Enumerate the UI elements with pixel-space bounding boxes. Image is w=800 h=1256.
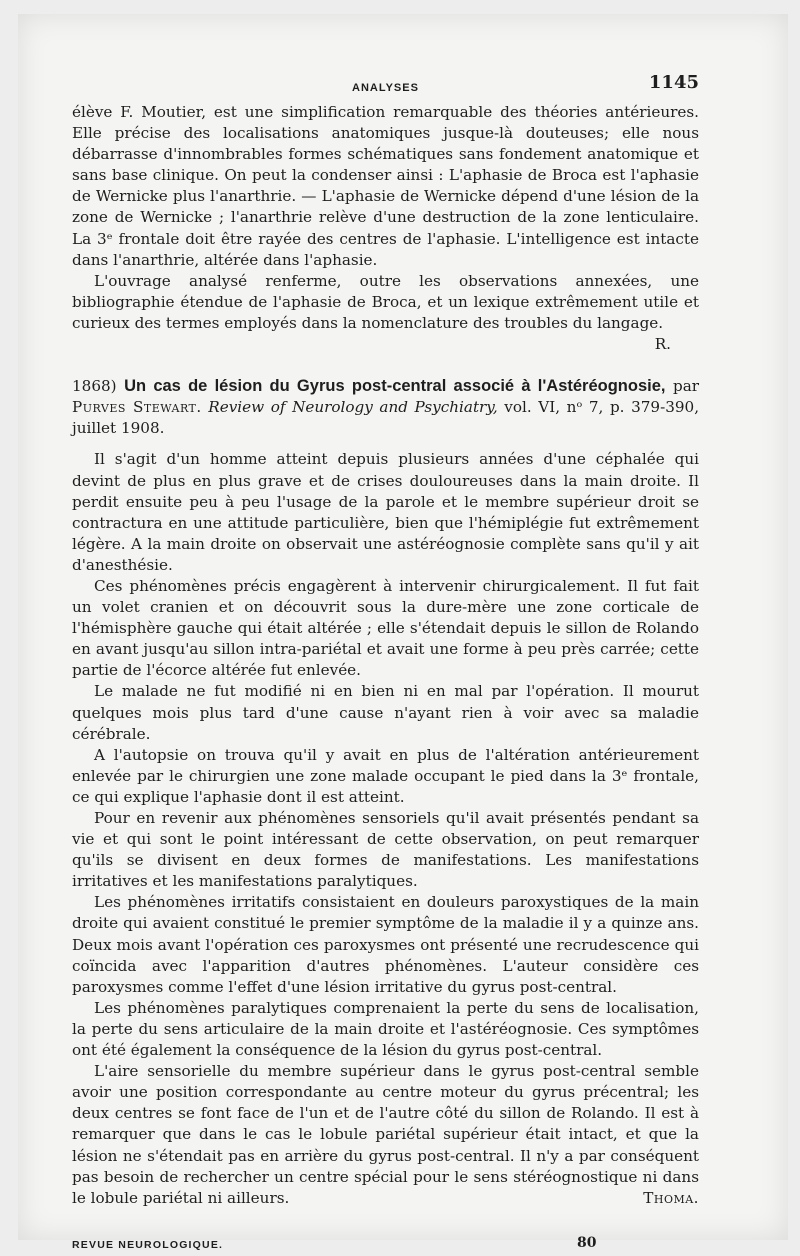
paragraph-text: L'aire sensorielle du membre supérieur dans le gyrus post-central semble avoir une position correspondante au centre moteur du gyrus précentral; les deux centres se font face de l'un et de l'autre côté du sillon de Rolando. Il est à remarquer que dans le cas le lobule pariétal supérieur était intact, et que la lésion ne s'étendait pas en arrière du gyrus post-central. Il n'y a par conséquent pas besoin de rechercher un centre spécial pour le sens stéréognostique ni dans le lobule pariétal ni ailleurs.: [72, 1062, 699, 1207]
entry-paragraph: [72, 1061, 699, 1209]
footer-journal-name: REVUE NEUROLOGIQUE.: [72, 1238, 224, 1251]
running-title: ANALYSES: [352, 82, 419, 94]
entry-title: Un cas de lésion du Gyrus post-central associé à l'Astéréognosie,: [124, 377, 666, 396]
paragraph-text: L'ouvrage analysé renferme, outre les observations annexées, une bibliographie étendue de l'aphasie de Broca, et un lexique extrêmement utile et curieux des termes employés dans la nomenclature des troubles du langage.: [72, 271, 699, 332]
entry-author: Purves Stewart.: [72, 398, 202, 417]
page-number: 1145: [648, 72, 699, 93]
entry-paragraph: Il s'agit d'un homme atteint depuis plusieurs années d'une céphalée qui devint de plus en plus grave et de crises douloureuses dans la main droite. Il perdit ensuite peu à peu l'usage de la parole et le membre supérieur droit se contractura en une attitude particulière, bien que l'hémiplégie fut extrêmement légère. A la main droite on observait une astéréognosie complète sans qu'il y ait d'anesthésie.: [72, 450, 699, 574]
entry-citation: vol. VI, nᵒ 7, p. 379-390, juillet 1908.: [72, 398, 700, 438]
entry-paragraph: Ces phénomènes précis engagèrent à intervenir chirurgicalement. Il fut fait un volet cranien et on découvrit sous la dure-mère une zone corticale de l'hémisphère gauche qui était altérée ; elle s'étendait depuis le sillon de Rolando en avant jusqu'au sillon intra-pariétal et avait une forme à peu près carrée; cette partie de l'écorce altérée fut enlevée.: [72, 576, 699, 680]
reviewer-signature: R.: [654, 335, 671, 354]
page-sheet: [18, 14, 788, 1251]
entry-paragraph: Pour en revenir aux phénomènes sensoriels qu'il avait présentés pendant sa vie et qui sont le point intéressant de cette observation, on peut remarquer qu'ils se divisent en deux formes de manifestations. Les manifestations irritatives et les manifestations paralytiques.: [72, 809, 699, 891]
footer-sheet-number: 80: [577, 1234, 597, 1251]
entry-paragraph: Les phénomènes irritatifs consistaient en douleurs paroxystiques de la main droite qui avaient constitué le premier symptôme de la maladie il y a quinze ans. Deux mois avant l'opération ces paroxysmes ont présenté une recrudescence qui coïncida avec l'apparition d'autres phénomènes. L'auteur considère ces paroxysmes comme l'effet d'une lésion irritative du gyrus post-central.: [72, 893, 699, 996]
running-header: [72, 72, 699, 98]
reviewer-signature: Thoma.: [643, 1188, 699, 1207]
entry-paragraph: Le malade ne fut modifié ni en bien ni en mal par l'opération. Il mourut quelques mois plus tard d'une cause n'ayant rien à voir avec sa maladie cérébrale.: [72, 682, 699, 743]
page-content: [72, 72, 700, 1253]
entry-paragraph: Les phénomènes paralytiques comprenaient la perte du sens de localisation, la perte du sens articulaire de la main droite et l'astéréognosie. Ces symptômes ont été également la conséquence de la lésion du gyrus post-central.: [72, 998, 699, 1060]
continuation-paragraph: [72, 271, 699, 354]
entry-number: 1868): [72, 377, 117, 396]
entry-paragraph: A l'autopsie on trouva qu'il y avait en plus de l'altération antérieurement enlevée par le chirurgien une zone malade occupant le pied dans la 3ᵉ frontale, ce qui explique l'aphasie dont il est atteint.: [72, 745, 699, 806]
continuation-paragraph: élève F. Moutier, est une simplification remarquable des théories antérieures. Elle précise des localisations anatomiques jusque-là douteuses; elle nous débarrasse d'innombrables formes schématiques sans fondement anatomique et sans base clinique. On peut la condenser ainsi : L'aphasie de Broca est l'aphasie de Wernicke plus l'anarthrie. — L'aphasie de Wernicke dépend d'une lésion de la zone de Wernicke ; l'anarthrie relève d'une destruction de la zone lenticulaire. La 3ᵉ frontale doit être rayée des centres de l'aphasie. L'intelligence est intacte dans l'anarthrie, altérée dans l'aphasie.: [72, 103, 699, 269]
entry-journal: Review of Neurology and Psychiatry,: [208, 398, 498, 417]
entry-by: par: [672, 377, 700, 396]
entry-heading: [72, 376, 699, 439]
